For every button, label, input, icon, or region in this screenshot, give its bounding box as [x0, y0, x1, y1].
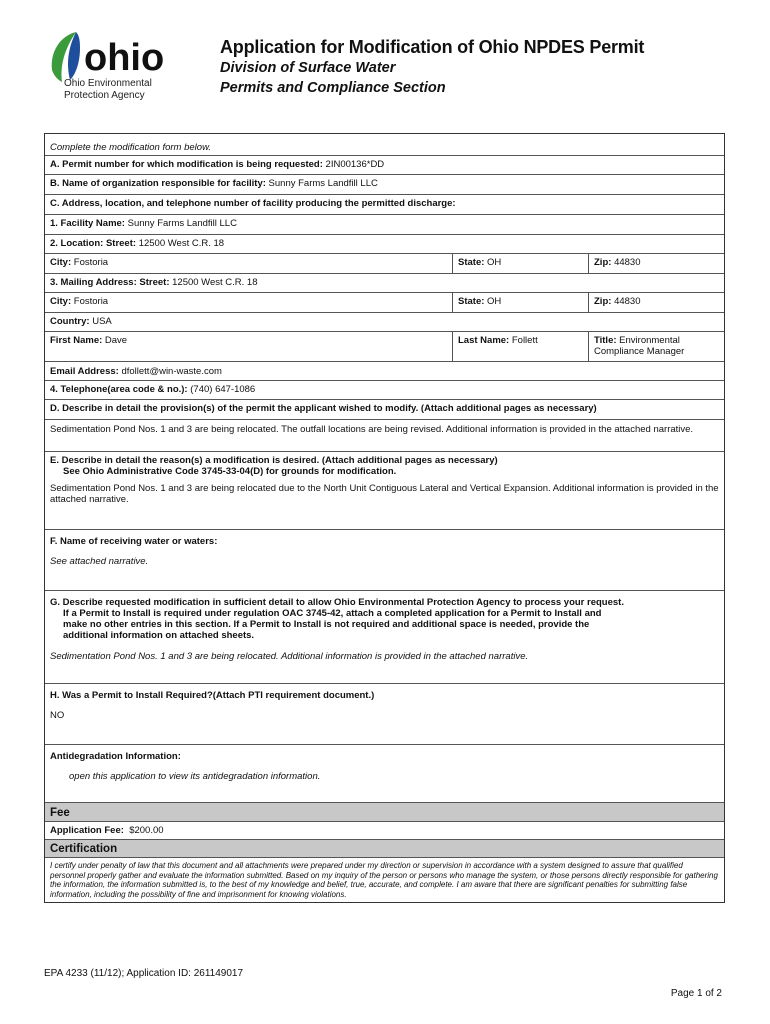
row-g — [45, 590, 724, 683]
certification-text: I certify under penalty of law that this document and all attachments were prepared under my direction or supervision in accordance with a system designed to assure that qualified personnel properly gather and evaluate the information submitted. Based on my inquiry of the person or persons who manage the system, or those persons directly responsible for gathering the information, the information submitted is, to the best of my knowledge and belief, true, accurate, and complete. I am aware that there are significant penalties for submitting false information, including the possibility of fine and imprisonment for knowing violations. — [50, 861, 718, 899]
state-label: State: — [458, 257, 485, 268]
logo-wordmark: ohio — [84, 37, 165, 79]
first-name: Dave — [104, 335, 128, 346]
facility-label: 1. Facility Name: — [50, 218, 125, 229]
f-label: F. Name of receiving water or waters: — [50, 536, 218, 547]
section-subtitle: Permits and Compliance Section — [220, 80, 446, 96]
a-label: A. Permit number for which modification is being requested: — [50, 159, 323, 170]
email-label: Email Address: — [50, 366, 119, 377]
organization-name: Sunny Farms Landfill LLC — [268, 178, 378, 189]
row-city-state-zip — [45, 253, 724, 273]
ohio-epa-logo — [46, 30, 176, 105]
logo-line2: Protection Agency — [64, 90, 145, 101]
row-h — [45, 683, 724, 744]
row-c — [45, 194, 724, 214]
row-facility — [45, 214, 724, 234]
fee-heading-row — [45, 802, 724, 821]
antidegradation-label: Antidegradation Information: — [50, 751, 181, 762]
zip-value: 44830 — [614, 257, 641, 268]
location-label: 2. Location: Street: — [50, 238, 137, 249]
state2-value: OH — [487, 296, 502, 307]
state2-label: State: — [458, 296, 485, 307]
row-certification — [45, 857, 724, 903]
title-label: Title: — [594, 335, 617, 346]
row-phone — [45, 380, 724, 399]
f-text: See attached narrative. — [50, 556, 149, 567]
state-value: OH — [487, 257, 502, 268]
h-value: NO — [50, 710, 65, 721]
country-value: USA — [92, 316, 112, 327]
row-mailing — [45, 273, 724, 292]
d-label: D. Describe in detail the provision(s) of the permit the applicant wished to modify. (Attach additional pages as necessary) — [50, 403, 597, 414]
row-location — [45, 234, 724, 253]
row-fee — [45, 821, 724, 839]
permit-number: 2IN00136*DD — [325, 159, 385, 170]
location-street: 12500 West C.R. 18 — [138, 238, 225, 249]
email-value: dfollett@win-waste.com — [121, 366, 222, 377]
h-label: H. Was a Permit to Install Required?(Attach PTI requirement document.) — [50, 690, 375, 701]
row-contact-name — [45, 331, 724, 361]
zip2-value: 44830 — [614, 296, 641, 307]
e-label: E. Describe in detail the reason(s) a modification is desired. (Attach additional pages as necessary) — [50, 455, 498, 466]
fee-label: Application Fee: — [50, 825, 124, 836]
logo-line1: Ohio Environmental — [64, 78, 152, 89]
d-text: Sedimentation Pond Nos. 1 and 3 are being relocated. The outfall locations are being revised. Additional information is provided in the attached narrative. — [50, 424, 694, 435]
mailing-street: 12500 West C.R. 18 — [172, 277, 258, 288]
page-title: Application for Modification of Ohio NPDES Permit — [220, 37, 645, 57]
first-name-label: First Name: — [50, 335, 103, 346]
mailing-label: 3. Mailing Address: Street: — [50, 277, 170, 288]
antidegradation-text: open this application to view its antidegradation information. — [69, 771, 321, 782]
row-f — [45, 529, 724, 590]
row-antidegradation — [45, 744, 724, 802]
row-e — [45, 451, 724, 529]
modification-form — [44, 133, 725, 903]
certification-heading-row — [45, 839, 724, 857]
fee-value: $200.00 — [129, 825, 164, 836]
g-text: Sedimentation Pond Nos. 1 and 3 are being relocated. Additional information is provided in the attached narrative. — [50, 651, 529, 662]
row-a — [45, 155, 724, 174]
g-label-line3: make no other entries in this section. If a Permit to Install is not required and additional space is needed, provide the — [63, 619, 590, 630]
city2-label: City: — [50, 296, 72, 307]
e-label-oac: See Ohio Administrative Code 3745-33-04(D) for grounds for modification. — [63, 466, 397, 477]
city-label: City: — [50, 257, 72, 268]
contact-title: Environmental — [619, 335, 680, 346]
phone-label: 4. Telephone(area code & no.): — [50, 384, 188, 395]
certification-heading: Certification — [50, 843, 118, 855]
fee-heading: Fee — [50, 807, 70, 819]
city-value: Fostoria — [73, 257, 109, 268]
facility-name: Sunny Farms Landfill LLC — [127, 218, 237, 229]
intro-row — [45, 134, 724, 155]
last-name-label: Last Name: — [458, 335, 510, 346]
row-d-label — [45, 399, 724, 419]
g-label-line4: additional information on attached sheets. — [63, 630, 255, 641]
phone-value: (740) 647-1086 — [190, 384, 256, 395]
contact-title-line2: Compliance Manager — [594, 346, 685, 357]
row-b — [45, 174, 724, 194]
e-text: Sedimentation Pond Nos. 1 and 3 are being relocated due to the North Unit Contiguous Lateral and Vertical Expansion. Additional information is provided in the attached narrative. — [50, 483, 719, 505]
row-email — [45, 361, 724, 380]
row-d-text — [45, 419, 724, 451]
city2-value: Fostoria — [73, 296, 109, 307]
c-label: C. Address, location, and telephone number of facility producing the permitted discharge: — [50, 198, 456, 209]
ohio-epa-logo-graphic — [46, 30, 176, 105]
row-mailing-city-state-zip — [45, 292, 724, 312]
b-label: B. Name of organization responsible for facility: — [50, 178, 266, 189]
last-name: Follett — [511, 335, 538, 346]
epa-form-id: EPA 4233 (11/12); Application ID: 261149017 — [44, 968, 244, 979]
g-label-line2: If a Permit to Install is required under regulation OAC 3745-42, attach a completed application for a Permit to Install and — [63, 608, 602, 619]
zip-label: Zip: — [594, 257, 612, 268]
country-label: Country: — [50, 316, 90, 327]
intro-text: Complete the modification form below. — [50, 142, 212, 153]
page-number: Page 1 of 2 — [670, 988, 722, 999]
zip2-label: Zip: — [594, 296, 612, 307]
division-subtitle: Division of Surface Water — [220, 60, 396, 76]
g-label: G. Describe requested modification in sufficient detail to allow Ohio Environmental Protection Agency to process your request. — [50, 597, 624, 608]
row-country — [45, 312, 724, 331]
